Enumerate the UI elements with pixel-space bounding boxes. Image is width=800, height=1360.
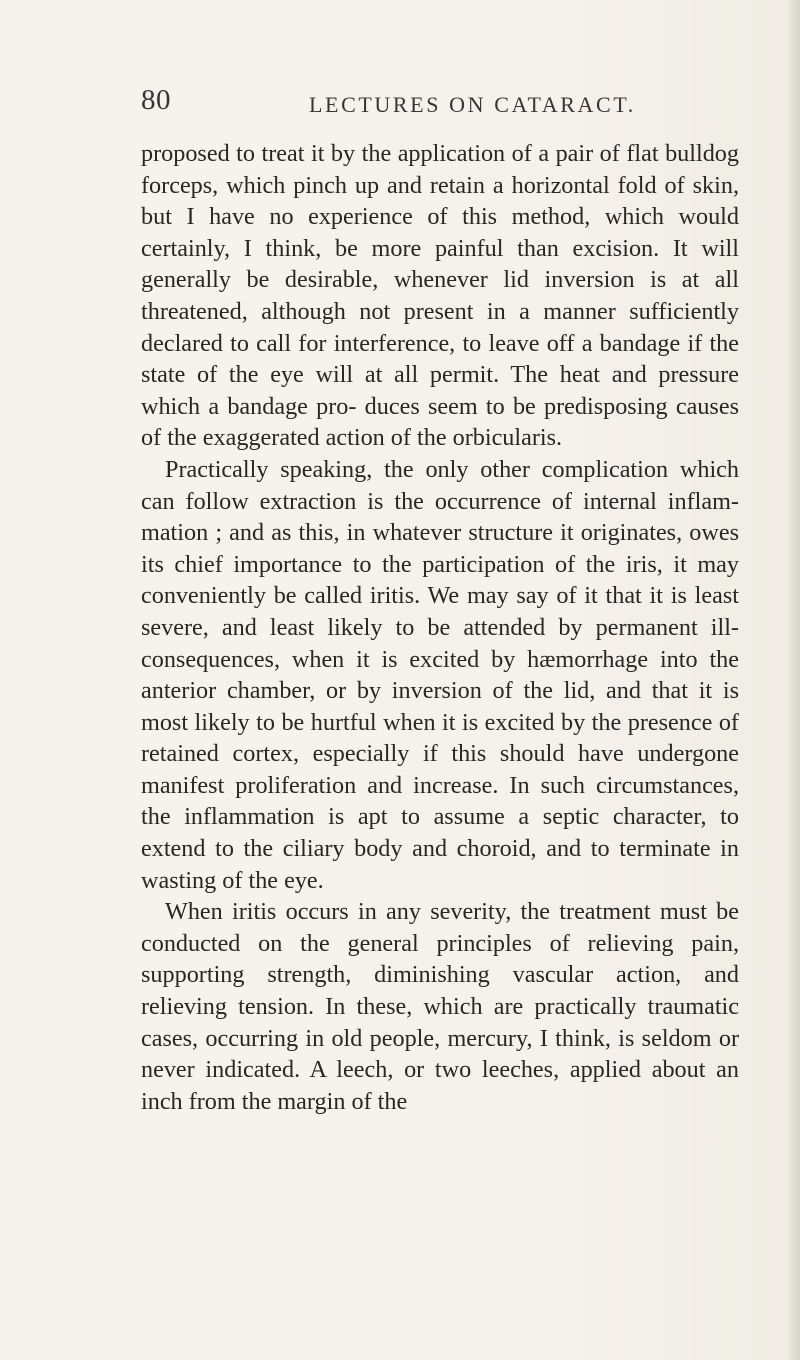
paragraph-complications: Practically speaking, the only other complication which can follow extraction is the occurrence of internal inflam- mation ; and as this, in whatever structure it originates, owes its chief importance to the participation of the iris, it may conveniently be called iritis. We may say of it that it is least severe, and least likely to be attended by permanent ill-consequences, when it is excited by hæmorrhage into the anterior chamber, or by inversion of the lid, and that it is most likely to be hurtful when it is excited by the presence of retained cortex, especially if this should have undergone manifest proliferation and increase. In such circumstances, the inflammation is apt to assume a septic character, to extend to the ciliary body and choroid, and to terminate in wasting of the eye. xyxy=(141,455,739,894)
paragraph-treatment: When iritis occurs in any severity, the treatment must be conducted on the general principles of relieving pain, supporting strength, diminishing vascular action, and relieving tension. In these, which are practically traumatic cases, occurring in old people, mercury, I think, is seldom or never indicated. A leech, or two leeches, applied about an inch from the margin of the xyxy=(141,898,739,1115)
page-header xyxy=(0,84,800,128)
page-number: 80 xyxy=(141,84,171,116)
running-title: LECTURES ON CATARACT. xyxy=(309,92,636,117)
page-edge-shadow xyxy=(786,0,800,1360)
paragraph-continuation: proposed to treat it by the application of a pair of flat bulldog forceps, which pinch up and retain a horizontal fold of skin, but I have no experience of this method, which would certainly, I think, be more painful than excision. It will generally be desirable, whenever lid inversion is at all threatened, although not present in a manner sufficiently declared to call for interference, to leave off a bandage if the state of the eye will at all permit. The heat and pressure which a bandage pro- duces seem to be predisposing causes of the exaggerated action of the orbicularis. xyxy=(141,140,739,452)
body-text xyxy=(141,138,739,1117)
